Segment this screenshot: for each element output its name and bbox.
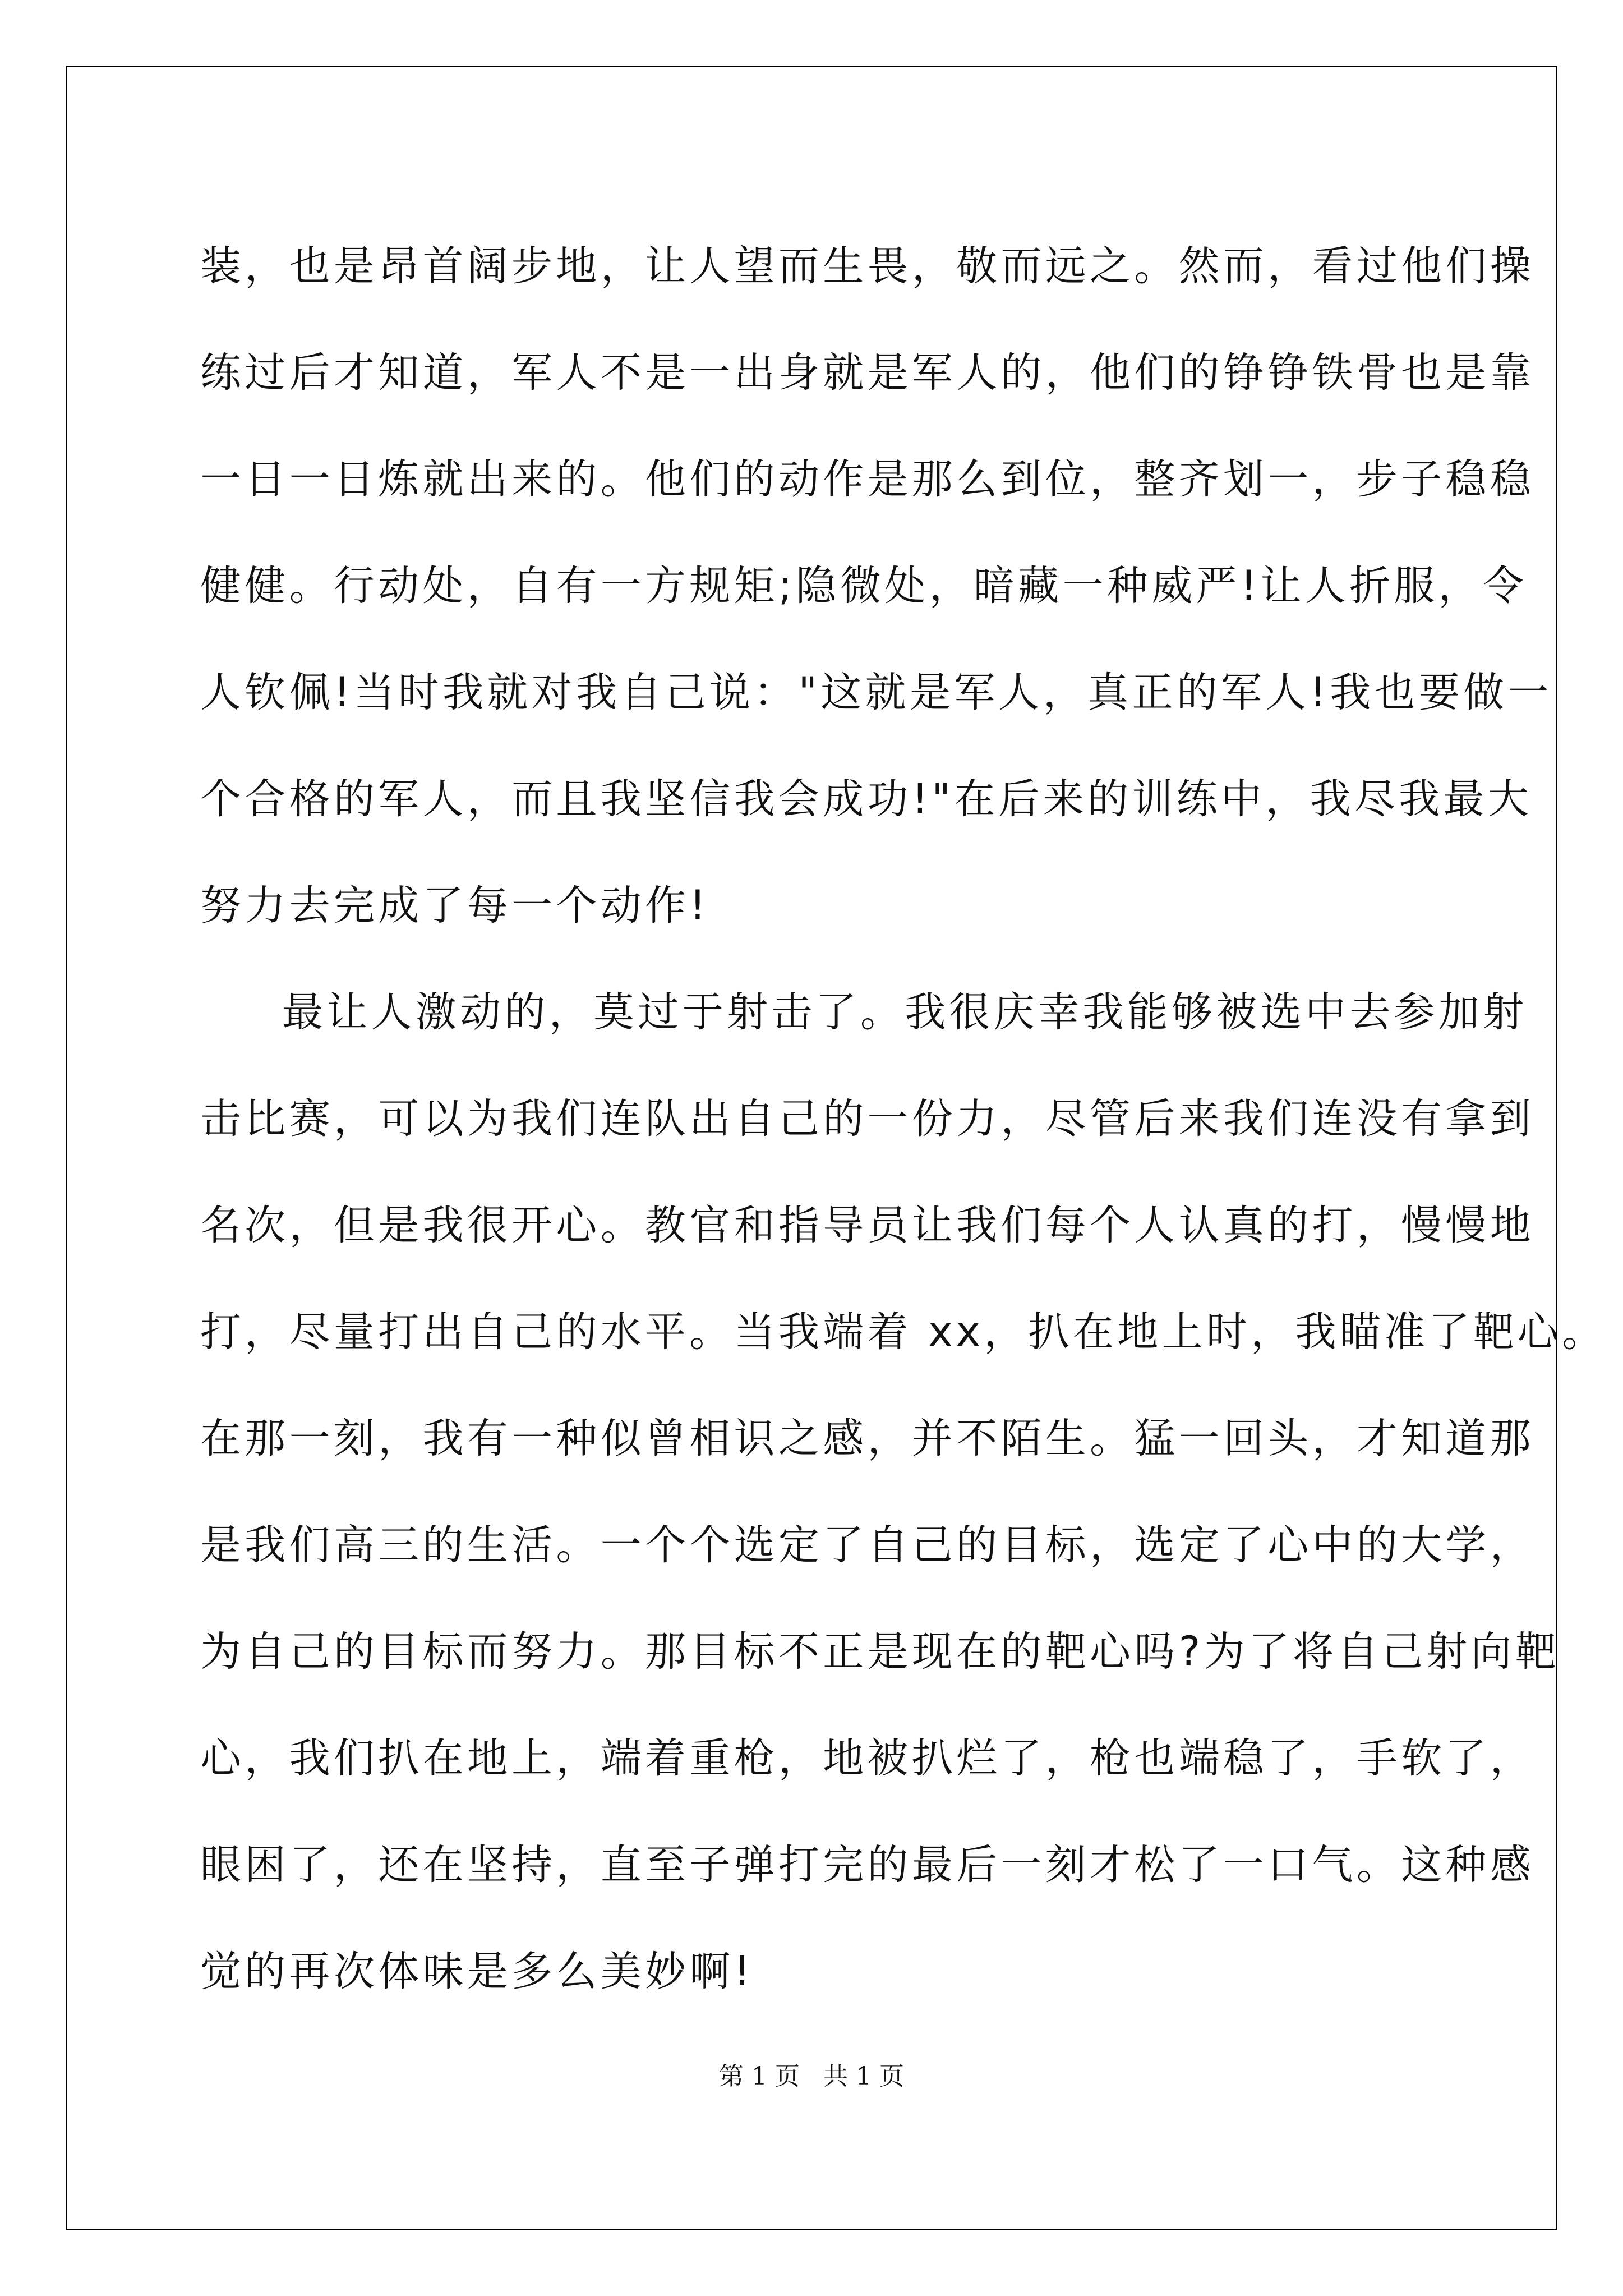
paragraph-2-line-3: 名次，但是我很开心。教官和指导员让我们每个人认真的打，慢慢地 [200, 1202, 1534, 1249]
paragraph-2-line-1: 最让人激动的，莫过于射击了。我很庆幸我能够被选中去参加射 [282, 988, 1528, 1036]
paragraph-1-line-1: 装，也是昂首阔步地，让人望而生畏，敬而远之。然而，看过他们操 [200, 242, 1534, 290]
paragraph-1-line-4: 健健。行动处，自有一方规矩;隐微处，暗藏一种威严!让人折服，令 [200, 562, 1528, 610]
paragraph-2-line-2: 击比赛，可以为我们连队出自己的一份力，尽管后来我们连没有拿到 [200, 1095, 1534, 1143]
paragraph-2-line-4: 打，尽量打出自己的水平。当我端着 xx，扒在地上时，我瞄准了靶心。 [200, 1308, 1607, 1356]
paragraph-1-line-6: 个合格的军人，而且我坚信我会成功!"在后来的训练中，我尽我最大 [200, 775, 1533, 823]
paragraph-2-line-7: 为自己的目标而努力。那目标不正是现在的靶心吗?为了将自己射向靶 [200, 1628, 1560, 1676]
paragraph-2-line-5: 在那一刻，我有一种似曾相识之感，并不陌生。猛一回头，才知道那 [200, 1415, 1534, 1462]
paragraph-1-line-2: 练过后才知道，军人不是一出身就是军人的，他们的铮铮铁骨也是靠 [200, 349, 1534, 397]
paragraph-2-line-9: 眼困了，还在坚持，直至子弹打完的最后一刻才松了一口气。这种感 [200, 1841, 1534, 1889]
document-body [200, 213, 1607, 2025]
paragraph-1-line-3: 一日一日炼就出来的。他们的动作是那么到位，整齐划一，步子稳稳 [200, 455, 1534, 503]
paragraph-1-line-7: 努力去完成了每一个动作! [200, 882, 709, 930]
paragraph-2-line-8: 心，我们扒在地上，端着重枪，地被扒烂了，枪也端稳了，手软了， [200, 1734, 1534, 1782]
paragraph-2-line-10: 觉的再次体味是多么美妙啊! [200, 1948, 754, 1995]
page-number-footer: 第 1 页 共 1 页 [719, 2062, 904, 2091]
paragraph-2-line-6: 是我们高三的生活。一个个选定了自己的目标，选定了心中的大学， [200, 1521, 1534, 1569]
paragraph-1-line-5: 人钦佩!当时我就对我自己说："这就是军人，真正的军人!我也要做一 [200, 669, 1552, 716]
